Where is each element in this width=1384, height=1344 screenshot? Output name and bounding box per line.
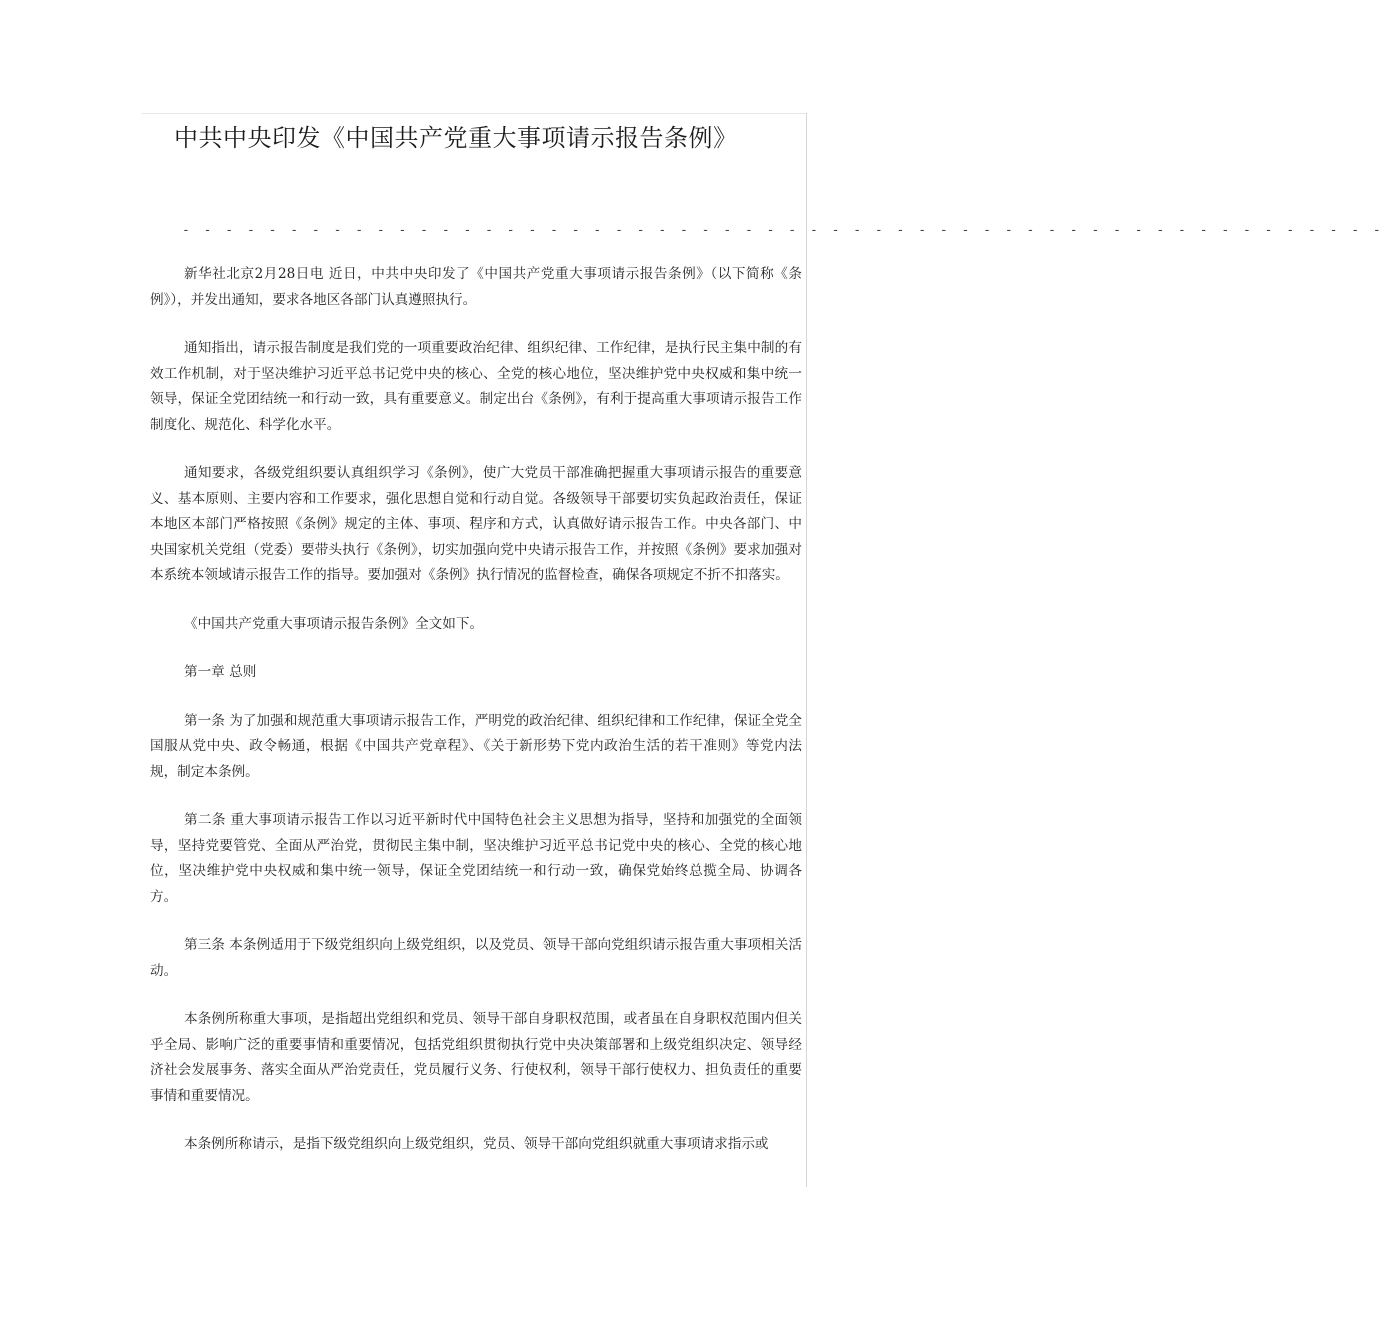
paragraph-truncated: 本条例所称请示，是指下级党组织向上级党组织，党员、领导干部向党组织就重大事项请求指示或: [184, 1136, 769, 1152]
article-paragraph: 第一条 为了加强和规范重大事项请示报告工作，严明党的政治纪律、组织纪律和工作纪律，保证全党全国服从党中央、政令畅通，根据《中国共产党章程》、《关于新形势下党内政治生活的若干准则》等党内法规，制定本条例。: [150, 712, 802, 780]
paragraph: 《中国共产党重大事项请示报告条例》全文如下。: [184, 615, 484, 632]
chapter-heading: 第一章 总则: [184, 664, 257, 680]
article-paragraph: 第三条 本条例适用于下级党组织向上级党组织，以及党员、领导干部向党组织请示报告重大事项相关活动。: [150, 937, 802, 979]
paragraph: 通知指出，请示报告制度是我们党的一项重要政治纪律、组织纪律、工作纪律，是执行民主集中制的有效工作机制，对于坚决维护习近平总书记党中央的核心、全党的核心地位，坚决维护党中央权威和集中统一领导，保证全党团结统一和行动一致，具有重要意义。制定出台《条例》，有利于提高重大事项请示报告工作制度化、规范化、科学化水平。: [150, 340, 802, 433]
article-paragraph: 第二条 重大事项请示报告工作以习近平新时代中国特色社会主义思想为指导，坚持和加强党的全面领导，坚持党要管党、全面从严治党，贯彻民主集中制，坚决维护习近平总书记党中央的核心、全党的核心地位，坚决维护党中央权威和集中统一领导，保证全党团结统一和行动一致，确保党始终总揽全局、协调各方。: [150, 812, 802, 905]
paragraph: 通知要求，各级党组织要认真组织学习《条例》，使广大党员干部准确把握重大事项请示报告的重要意义、基本原则、主要内容和工作要求，强化思想自觉和行动自觉。各级领导干部要切实负起政治责任，保证本地区本部门严格按照《条例》规定的主体、事项、程序和方式，认真做好请示报告工作。中央各部门、中央国家机关党组（党委）要带头执行《条例》，切实加强向党中央请示报告工作，并按照《条例》要求加强对本系统本领域请示报告工作的指导。要加强对《条例》执行情况的监督检查，确保各项规定不折不扣落实。: [150, 465, 802, 583]
document-body: [150, 262, 802, 1157]
dashed-divider: - - - - - - - - - - - - - - - - - - - - - - - - - - - - - - - - - - - - - - - - - - - - - - - - - - - - - - - -: [182, 223, 1384, 238]
title-text: 中共中央印发《中国共产党重大事项请示报告条例》: [174, 124, 738, 152]
paragraph: 新华社北京2月28日电 近日，中共中央印发了《中国共产党重大事项请示报告条例》（以下简称《条例》），并发出通知，要求各地区各部门认真遵照执行。: [150, 266, 802, 308]
page-top-rule: [142, 113, 807, 114]
page-right-rule: [806, 113, 807, 1187]
document-title: [174, 118, 814, 158]
paragraph: 本条例所称重大事项，是指超出党组织和党员、领导干部自身职权范围，或者虽在自身职权范围内但关乎全局、影响广泛的重要事情和重要情况，包括党组织贯彻执行党中央决策部署和上级党组织决定、领导经济社会发展事务、落实全面从严治党责任，党员履行义务、行使权利，领导干部行使权力、担负责任的重要事情和重要情况。: [150, 1011, 802, 1104]
